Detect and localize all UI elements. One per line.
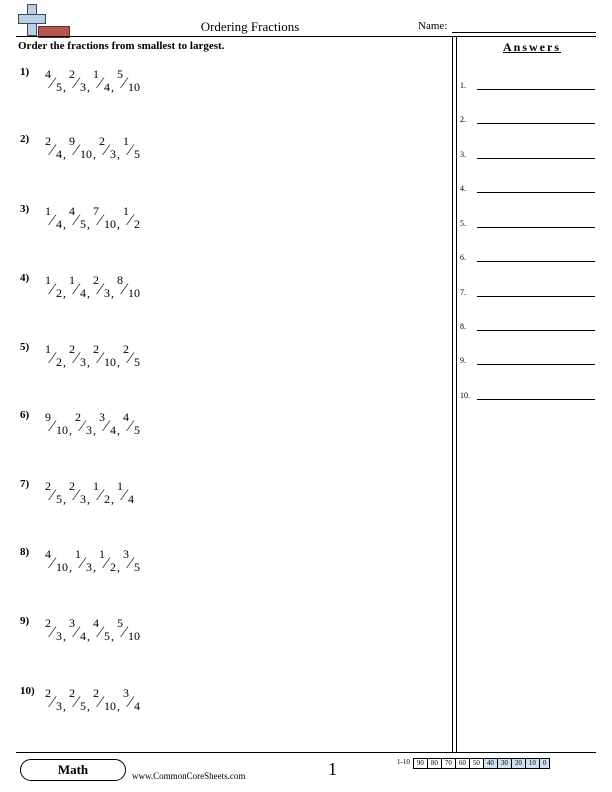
answer-number: 9. (460, 356, 466, 365)
comma-text: , (69, 560, 72, 574)
fraction-slash: ⁄ (51, 487, 54, 504)
numerator: 1 (123, 134, 129, 148)
numerator: 1 (117, 479, 123, 493)
problem-number: 6) (20, 409, 30, 421)
fraction-list (45, 134, 141, 164)
comma-text: , (87, 217, 90, 231)
fraction-list (45, 67, 141, 97)
answer-number: 8. (460, 322, 466, 331)
fraction-slash: ⁄ (51, 418, 54, 435)
denominator: 4 (110, 423, 116, 437)
numerator: 2 (69, 67, 75, 81)
answer-line (460, 115, 595, 127)
comma-text: , (93, 560, 96, 574)
numerator: 1 (45, 204, 51, 218)
answer-blank (477, 261, 595, 262)
fraction-slash: ⁄ (75, 487, 78, 504)
denominator: 3 (86, 560, 92, 574)
score-cell: 30 (497, 758, 512, 769)
fraction (75, 547, 93, 577)
numerator: 3 (123, 686, 129, 700)
denominator: 3 (80, 492, 86, 506)
fraction-slash: ⁄ (51, 281, 54, 298)
fraction (45, 67, 63, 97)
numerator: 5 (117, 616, 123, 630)
answer-number: 1. (460, 81, 466, 90)
answer-blank (477, 89, 595, 90)
numerator: 2 (93, 686, 99, 700)
answer-blank (477, 364, 595, 365)
name-line (452, 32, 596, 33)
fraction-slash: ⁄ (99, 694, 102, 711)
numerator: 2 (45, 134, 51, 148)
numerator: 5 (117, 67, 123, 81)
score-table (398, 758, 550, 769)
fraction (123, 547, 141, 577)
answer-number: 5. (460, 219, 466, 228)
answer-blank (477, 399, 595, 400)
fraction-slash: ⁄ (99, 281, 102, 298)
fraction (93, 616, 111, 646)
denominator: 10 (128, 286, 140, 300)
fraction (69, 134, 93, 164)
numerator: 9 (45, 410, 51, 424)
problem-number: 3) (20, 203, 30, 215)
fraction-slash: ⁄ (129, 212, 132, 229)
fraction (69, 479, 87, 509)
fraction-slash: ⁄ (51, 694, 54, 711)
comma-text: , (117, 423, 120, 437)
fraction-list (45, 686, 141, 716)
numerator: 2 (99, 134, 105, 148)
fraction-slash: ⁄ (51, 75, 54, 92)
comma-text: , (111, 492, 114, 506)
answer-line (460, 81, 595, 93)
answer-line (460, 391, 595, 403)
numerator: 3 (69, 616, 75, 630)
problem-number: 9) (20, 615, 30, 627)
problem-number: 5) (20, 341, 30, 353)
fraction-slash: ⁄ (75, 142, 78, 159)
answer-number: 2. (460, 115, 466, 124)
comma-text: , (93, 147, 96, 161)
denominator: 4 (80, 286, 86, 300)
numerator: 2 (69, 479, 75, 493)
fraction (117, 67, 141, 97)
problem-number: 2) (20, 133, 30, 145)
denominator: 2 (110, 560, 116, 574)
comma-text: , (63, 80, 66, 94)
answer-blank (477, 158, 595, 159)
denominator: 2 (104, 492, 110, 506)
denominator: 10 (128, 80, 140, 94)
comma-text: , (87, 355, 90, 369)
fraction (45, 410, 69, 440)
fraction (93, 67, 111, 97)
column-divider (452, 36, 453, 752)
fraction (45, 479, 63, 509)
numerator: 2 (45, 479, 51, 493)
denominator: 5 (134, 560, 140, 574)
denominator: 3 (56, 629, 62, 643)
numerator: 4 (45, 547, 51, 561)
fraction-slash: ⁄ (51, 555, 54, 572)
answer-line (460, 150, 595, 162)
score-range-label: 1-10 (397, 758, 410, 766)
fraction-slash: ⁄ (51, 212, 54, 229)
fraction (123, 686, 141, 716)
numerator: 2 (45, 616, 51, 630)
denominator: 5 (56, 80, 62, 94)
numerator: 4 (69, 204, 75, 218)
problem-number: 1) (20, 66, 30, 78)
comma-text: , (63, 147, 66, 161)
comma-text: , (69, 423, 72, 437)
comma-text: , (87, 80, 90, 94)
fraction-slash: ⁄ (99, 75, 102, 92)
comma-text: , (117, 147, 120, 161)
denominator: 10 (56, 423, 68, 437)
fraction (93, 204, 117, 234)
denominator: 5 (104, 629, 110, 643)
fraction-slash: ⁄ (129, 555, 132, 572)
numerator: 1 (93, 479, 99, 493)
fraction-slash: ⁄ (105, 555, 108, 572)
comma-text: , (87, 492, 90, 506)
footer-rule (16, 752, 596, 753)
fraction (93, 273, 111, 303)
comma-text: , (93, 423, 96, 437)
fraction-slash: ⁄ (129, 694, 132, 711)
answer-number: 6. (460, 253, 466, 262)
fraction-slash: ⁄ (129, 418, 132, 435)
fraction (45, 204, 63, 234)
fraction (69, 342, 87, 372)
score-cell: 60 (455, 758, 470, 769)
page-number: 1 (328, 759, 337, 779)
numerator: 1 (75, 547, 81, 561)
numerator: 4 (45, 67, 51, 81)
fraction (123, 410, 141, 440)
fraction-slash: ⁄ (51, 142, 54, 159)
answer-blank (477, 296, 595, 297)
denominator: 3 (104, 286, 110, 300)
fraction-slash: ⁄ (99, 212, 102, 229)
denominator: 5 (80, 699, 86, 713)
denominator: 3 (56, 699, 62, 713)
fraction (117, 616, 141, 646)
answer-line (460, 322, 595, 334)
denominator: 5 (80, 217, 86, 231)
fraction (99, 547, 117, 577)
fraction (69, 616, 87, 646)
denominator: 10 (128, 629, 140, 643)
fraction (69, 273, 87, 303)
numerator: 1 (123, 204, 129, 218)
numerator: 4 (123, 410, 129, 424)
problem-number: 4) (20, 272, 30, 284)
numerator: 1 (93, 67, 99, 81)
denominator: 10 (104, 217, 116, 231)
denominator: 5 (134, 423, 140, 437)
denominator: 3 (110, 147, 116, 161)
fraction-slash: ⁄ (105, 142, 108, 159)
website-text: www.CommonCoreSheets.com (132, 771, 246, 781)
fraction (93, 686, 117, 716)
answer-number: 7. (460, 288, 466, 297)
comma-text: , (87, 286, 90, 300)
problem-number: 8) (20, 546, 30, 558)
numerator: 9 (69, 134, 75, 148)
fraction (117, 479, 135, 509)
fraction-slash: ⁄ (75, 212, 78, 229)
problem-number: 7) (20, 478, 30, 490)
answer-blank (477, 330, 595, 331)
column-divider (456, 36, 457, 752)
numerator: 2 (93, 273, 99, 287)
fraction (69, 67, 87, 97)
header-rule (16, 36, 596, 37)
denominator: 3 (80, 355, 86, 369)
fraction-list (45, 204, 141, 234)
numerator: 2 (75, 410, 81, 424)
answer-line (460, 288, 595, 300)
comma-text: , (63, 699, 66, 713)
fraction (123, 342, 141, 372)
comma-text: , (117, 560, 120, 574)
answer-number: 10. (460, 391, 470, 400)
numerator: 1 (45, 342, 51, 356)
fraction (45, 342, 63, 372)
fraction-slash: ⁄ (129, 350, 132, 367)
fraction (123, 204, 141, 234)
numerator: 2 (93, 342, 99, 356)
denominator: 4 (134, 699, 140, 713)
score-cell: 10 (525, 758, 540, 769)
fraction-slash: ⁄ (123, 75, 126, 92)
name-label: Name: (418, 20, 448, 32)
fraction (45, 616, 63, 646)
answer-number: 3. (460, 150, 466, 159)
numerator: 3 (99, 410, 105, 424)
fraction-slash: ⁄ (81, 555, 84, 572)
comma-text: , (117, 217, 120, 231)
fraction-list (45, 342, 141, 372)
comma-text: , (111, 286, 114, 300)
fraction (117, 273, 141, 303)
score-cell: 40 (483, 758, 498, 769)
score-cell: 0 (539, 758, 551, 769)
numerator: 2 (69, 342, 75, 356)
problem-number: 10) (20, 685, 35, 697)
fraction-slash: ⁄ (75, 350, 78, 367)
fraction (45, 686, 63, 716)
fraction-slash: ⁄ (75, 624, 78, 641)
fraction (45, 547, 69, 577)
answers-title: Answers (503, 40, 561, 54)
numerator: 4 (93, 616, 99, 630)
fraction-slash: ⁄ (81, 418, 84, 435)
fraction-list (45, 616, 141, 646)
fraction (93, 479, 111, 509)
fraction-list (45, 410, 141, 440)
fraction-slash: ⁄ (99, 624, 102, 641)
denominator: 2 (56, 355, 62, 369)
denominator: 5 (134, 355, 140, 369)
denominator: 2 (56, 286, 62, 300)
fraction-slash: ⁄ (99, 487, 102, 504)
fraction-list (45, 479, 135, 509)
answer-blank (477, 227, 595, 228)
denominator: 4 (80, 629, 86, 643)
numerator: 7 (93, 204, 99, 218)
denominator: 3 (86, 423, 92, 437)
numerator: 1 (45, 273, 51, 287)
fraction (93, 342, 117, 372)
fraction (123, 134, 141, 164)
numerator: 3 (123, 547, 129, 561)
comma-text: , (63, 355, 66, 369)
numerator: 1 (69, 273, 75, 287)
score-cell: 90 (413, 758, 428, 769)
comma-text: , (63, 217, 66, 231)
comma-text: , (117, 355, 120, 369)
numerator: 1 (99, 547, 105, 561)
comma-text: , (63, 492, 66, 506)
fraction-slash: ⁄ (75, 694, 78, 711)
score-cell: 70 (441, 758, 456, 769)
fraction-slash: ⁄ (75, 75, 78, 92)
denominator: 10 (104, 699, 116, 713)
fraction-list (45, 273, 141, 303)
denominator: 4 (128, 492, 134, 506)
fraction-slash: ⁄ (75, 281, 78, 298)
comma-text: , (63, 629, 66, 643)
numerator: 8 (117, 273, 123, 287)
denominator: 10 (56, 560, 68, 574)
score-cell: 20 (511, 758, 526, 769)
denominator: 5 (134, 147, 140, 161)
comma-text: , (111, 80, 114, 94)
fraction (99, 410, 117, 440)
fraction-slash: ⁄ (105, 418, 108, 435)
fraction-slash: ⁄ (123, 487, 126, 504)
subject-badge: Math (20, 759, 126, 781)
fraction-slash: ⁄ (99, 350, 102, 367)
answer-number: 4. (460, 184, 466, 193)
fraction-slash: ⁄ (123, 281, 126, 298)
fraction-slash: ⁄ (51, 350, 54, 367)
answer-blank (477, 123, 595, 124)
denominator: 10 (104, 355, 116, 369)
denominator: 3 (80, 80, 86, 94)
fraction (69, 204, 87, 234)
answer-blank (477, 192, 595, 193)
denominator: 4 (104, 80, 110, 94)
fraction-slash: ⁄ (123, 624, 126, 641)
fraction-slash: ⁄ (129, 142, 132, 159)
fraction (45, 134, 63, 164)
numerator: 2 (45, 686, 51, 700)
denominator: 2 (134, 217, 140, 231)
fraction (69, 686, 87, 716)
numerator: 2 (69, 686, 75, 700)
score-cell: 80 (427, 758, 442, 769)
fraction (45, 273, 63, 303)
answer-line (460, 356, 595, 368)
answer-line (460, 184, 595, 196)
answer-line (460, 219, 595, 231)
comma-text: , (117, 699, 120, 713)
numerator: 2 (123, 342, 129, 356)
fraction (99, 134, 117, 164)
comma-text: , (111, 629, 114, 643)
worksheet-title: Ordering Fractions (200, 19, 300, 34)
answer-line (460, 253, 595, 265)
denominator: 10 (80, 147, 92, 161)
denominator: 4 (56, 217, 62, 231)
denominator: 5 (56, 492, 62, 506)
fraction (75, 410, 93, 440)
comma-text: , (87, 699, 90, 713)
comma-text: , (63, 286, 66, 300)
fraction-list (45, 547, 141, 577)
instructions: Order the fractions from smallest to largest. (18, 40, 225, 52)
score-cell: 50 (469, 758, 484, 769)
denominator: 4 (56, 147, 62, 161)
fraction-slash: ⁄ (51, 624, 54, 641)
comma-text: , (87, 629, 90, 643)
